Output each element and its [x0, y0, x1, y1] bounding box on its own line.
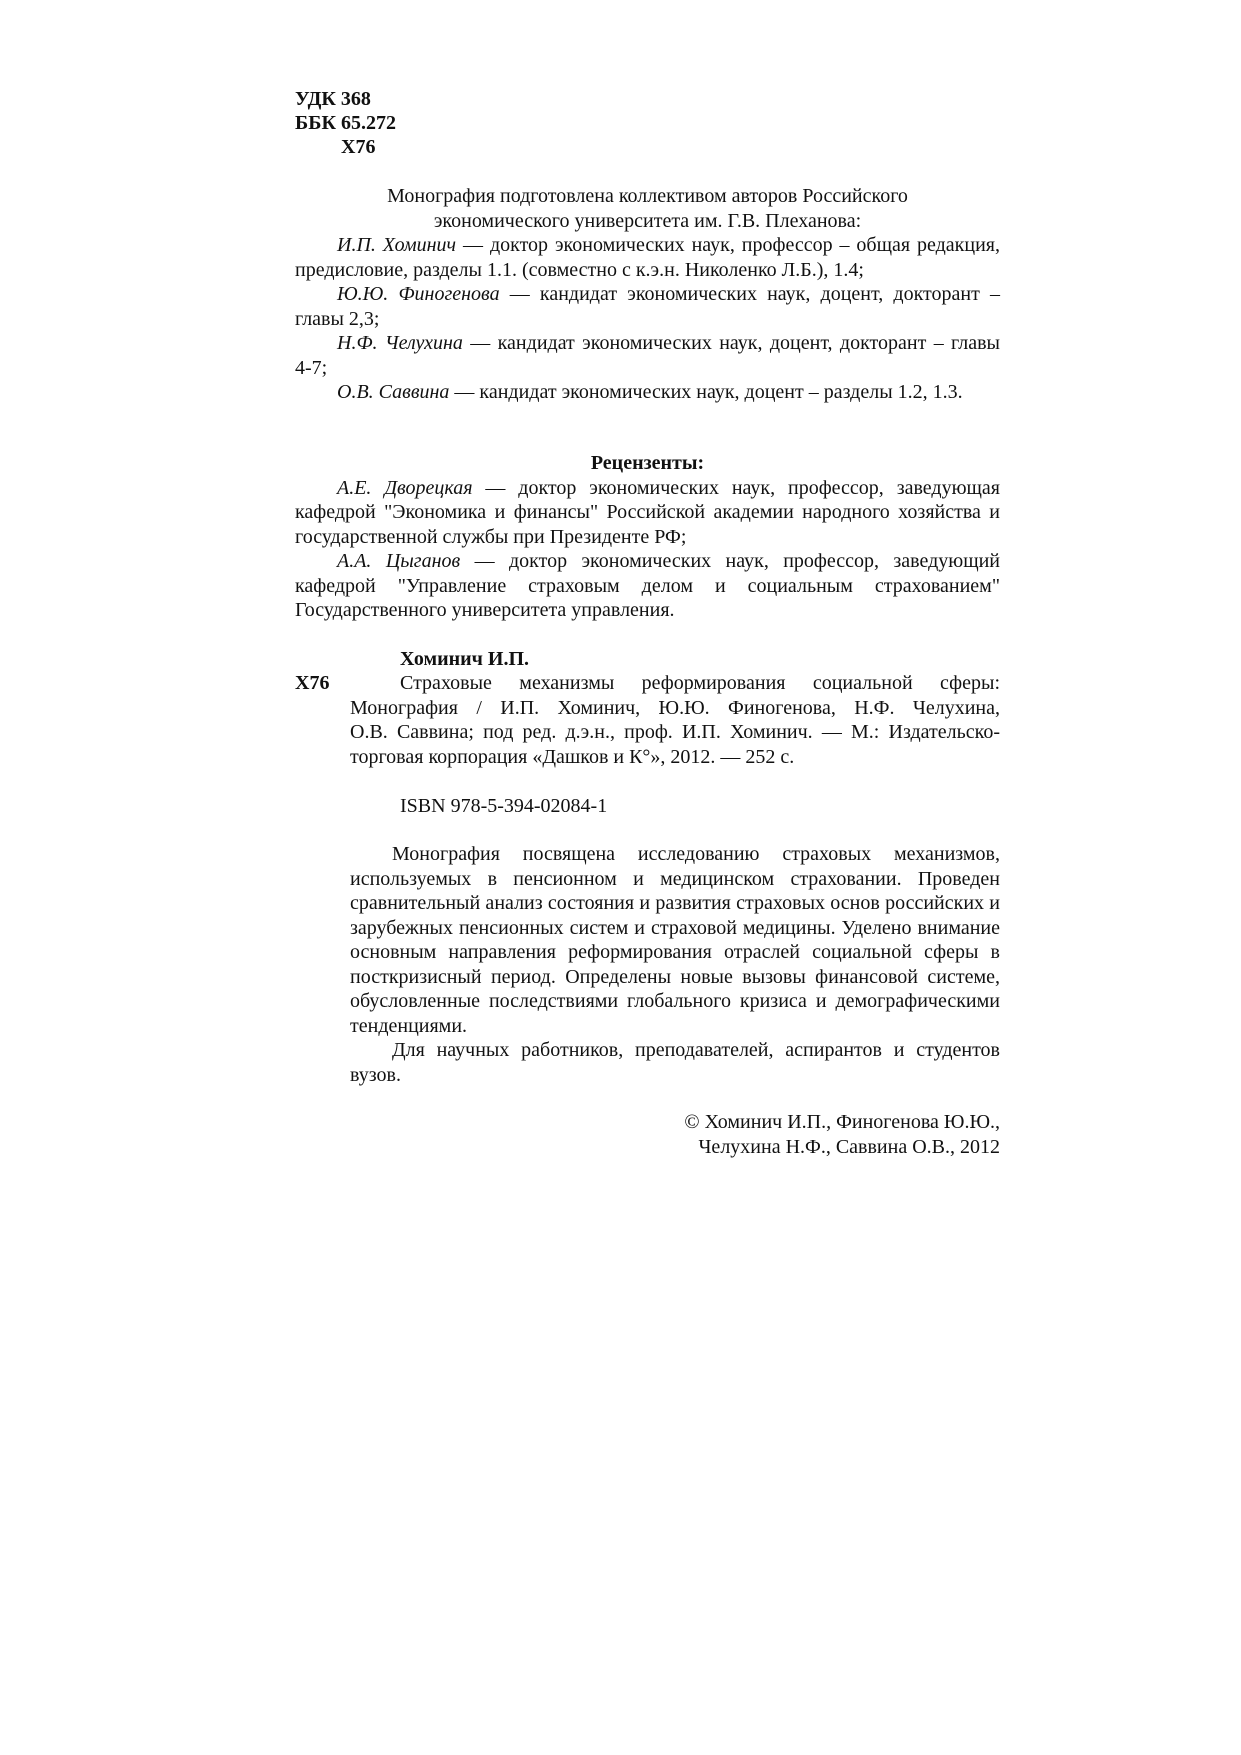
author-role: — доктор экономических наук, профессор – общая редакция, предисловие, разделы 1.1. (совместно с к.э.н. Николенко Л.Б.), 1.4; [295, 234, 1000, 281]
bib-line-2: Монография / И.П. Хоминич, Ю.Ю. Финогенова, Н.Ф. Челухина, [350, 697, 1000, 719]
author-entry [295, 331, 1000, 380]
author-entry [295, 282, 1000, 331]
udk-code: УДК 368 [295, 88, 371, 110]
annotation [350, 842, 1000, 1087]
reviewer-entry [295, 549, 1000, 623]
bbk-code: ББК 65.272 [295, 112, 396, 134]
authors-intro [295, 184, 1000, 405]
bib-author-heading: Хоминич И.П. [400, 648, 530, 670]
annotation-paragraph: Монография посвящена исследованию страховых механизмов, используемых в пенсионном и медицинском страховании. Проведен сравнительный анализ состояния и развития страховых основ российских и зарубежных пенсионных систем и страховой медицины. Уделено внимание основным направления реформирования отраслей социальной сферы в посткризисный период. Определены новые вызовы финансовой системе, обусловленные последствиями глобального кризиса и демографическими тенденциями. [350, 843, 1000, 1037]
bib-line-1: Страховые механизмы реформирования социальной сферы: [400, 672, 1000, 694]
reviewer-role: — доктор экономических наук, профессор, заведующий кафедрой "Управление страховым делом и социальным страхованием" Государственного университета управления. [295, 550, 1001, 621]
reviewers-section [295, 451, 1000, 623]
author-role: — кандидат экономических наук, доцент, докторант – главы 2,3; [295, 283, 1000, 330]
author-role: — кандидат экономических наук, доцент, докторант – главы 4-7; [295, 332, 1000, 379]
author-name: Ю.Ю. Финогенова [337, 283, 500, 305]
copyright-line-2: Челухина Н.Ф., Саввина О.В., 2012 [698, 1135, 1000, 1158]
author-mark: Х76 [341, 136, 376, 158]
intro-line-2: экономического университета им. Г.В. Плеханова: [433, 209, 862, 232]
reviewer-entry [295, 476, 1000, 550]
author-name: О.В. Саввина [337, 381, 450, 403]
reviewers-heading: Рецензенты: [590, 452, 705, 474]
classification-codes [295, 87, 396, 159]
reviewer-name: А.А. Цыганов [337, 550, 461, 572]
author-name: И.П. Хоминич [337, 234, 457, 256]
bib-mark: Х76 [295, 672, 330, 694]
copyright-line-1: © Хоминич И.П., Финогенова Ю.Ю., [684, 1111, 1000, 1133]
author-entry [295, 233, 1000, 282]
author-entry [295, 380, 1000, 405]
bib-line-4: торговая корпорация «Дашков и К°», 2012. — 252 с. [350, 746, 795, 768]
isbn: ISBN 978-5-394-02084-1 [400, 795, 608, 817]
author-name: Н.Ф. Челухина [337, 332, 463, 354]
intro-line-1: Монография подготовлена коллективом авторов Российского [387, 185, 908, 207]
annotation-audience: Для научных работников, преподавателей, аспирантов и студентов вузов. [350, 1039, 1000, 1086]
reviewer-role: — доктор экономических наук, профессор, заведующая кафедрой "Экономика и финансы" Российской академии народного хозяйства и государственной службы при Президенте РФ; [295, 476, 1001, 548]
reviewer-name: А.Е. Дворецкая [337, 476, 473, 499]
bib-line-3: О.В. Саввина; под ред. д.э.н., проф. И.П. Хоминич. — М.: Издательско- [350, 721, 1000, 743]
author-role: — кандидат экономических наук, доцент – разделы 1.2, 1.3. [449, 381, 963, 403]
copyright [350, 1110, 1000, 1159]
